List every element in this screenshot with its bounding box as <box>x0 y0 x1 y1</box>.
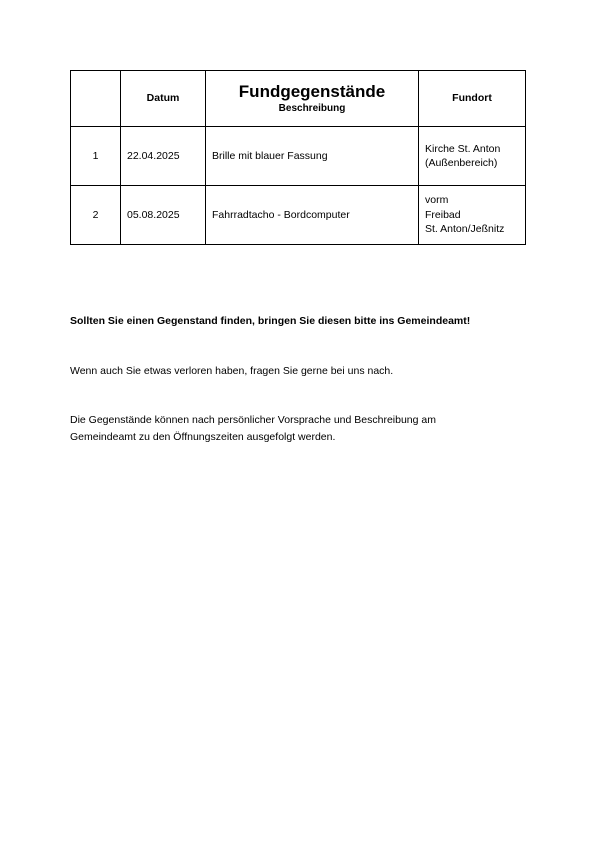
fundort-line: vorm <box>425 194 449 207</box>
page-title: Fundgegenstände <box>238 82 386 101</box>
table-row <box>71 127 526 186</box>
row-fundort <box>419 186 526 245</box>
fundort-line: Freibad <box>425 208 461 221</box>
row-datum: 22.04.2025 <box>121 127 206 186</box>
header-nr <box>71 71 121 127</box>
header-beschreibung-label: Beschreibung <box>278 103 346 114</box>
row-nr: 1 <box>71 127 121 186</box>
row-nr: 2 <box>71 186 121 245</box>
notice-bring-in: Sollten Sie einen Gegenstand finden, bringen Sie diesen bitte ins Gemeindeamt! <box>70 315 471 327</box>
fundort-line: Kirche St. Anton <box>425 142 501 155</box>
header-beschreibung <box>206 71 419 127</box>
table-header-row <box>71 71 526 127</box>
header-datum: Datum <box>121 71 206 127</box>
notice-pickup: Die Gegenstände können nach persönlicher Vorsprache und Beschreibung am Gemeindeamt zu den Öffnungszeiten ausgefolgt werden. <box>70 414 436 443</box>
row-fundort <box>419 127 526 186</box>
fundort-line: St. Anton/Jeßnitz <box>425 223 505 236</box>
table-row <box>71 186 526 245</box>
lost-items-table <box>70 70 526 245</box>
row-datum: 05.08.2025 <box>121 186 206 245</box>
fundort-line: (Außenbereich) <box>425 157 498 169</box>
notice-lost: Wenn auch Sie etwas verloren haben, fragen Sie gerne bei uns nach. <box>70 365 394 377</box>
row-beschreibung: Brille mit blauer Fassung <box>206 127 419 186</box>
header-fundort: Fundort <box>419 71 526 127</box>
row-beschreibung: Fahrradtacho - Bordcomputer <box>206 186 419 245</box>
